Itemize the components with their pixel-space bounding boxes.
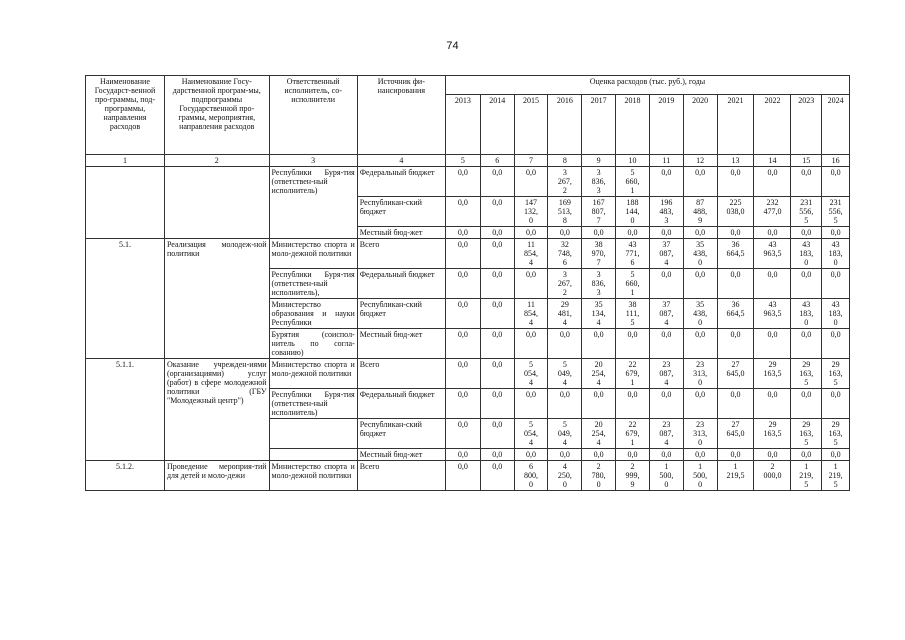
amount-cell: 0,0 xyxy=(754,389,791,419)
column-number: 6 xyxy=(480,155,514,167)
header-program-detail: Наименование Госу-дарственной програм-мы, подпрограммы Государственной про-граммы, мероприятия, направления расходов xyxy=(164,76,269,155)
amount-cell: 0,0 xyxy=(445,359,480,389)
amount-cell: 0,0 xyxy=(480,227,514,239)
amount-cell: 0,0 xyxy=(791,389,822,419)
amount-cell: 0,0 xyxy=(480,299,514,329)
funding-source: Всего xyxy=(357,359,445,389)
amount-cell: 22 679, 1 xyxy=(616,359,650,389)
year-header: 2021 xyxy=(717,95,754,155)
amount-cell: 0,0 xyxy=(791,269,822,299)
amount-cell: 0,0 xyxy=(480,461,514,491)
year-header: 2022 xyxy=(754,95,791,155)
amount-cell: 29 163, 5 xyxy=(791,359,822,389)
amount-cell: 0,0 xyxy=(445,419,480,449)
amount-cell: 0,0 xyxy=(717,389,754,419)
amount-cell: 5 054, 4 xyxy=(514,419,548,449)
item-code: 5.1.2. xyxy=(86,461,165,491)
executor-text: Министерство спорта и моло-дежной политики xyxy=(269,239,357,269)
table-row xyxy=(86,239,850,269)
amount-cell: 87 488, 9 xyxy=(683,197,717,227)
executor-text: Министерство спорта и моло-дежной политики xyxy=(269,359,357,389)
executor-text: Министерство образования и науки Республики xyxy=(269,299,357,329)
amount-cell: 2 999, 9 xyxy=(616,461,650,491)
amount-cell: 0,0 xyxy=(514,227,548,239)
amount-cell: 35 134, 4 xyxy=(582,299,616,329)
amount-cell: 0,0 xyxy=(683,167,717,197)
amount-cell: 3 267, 2 xyxy=(548,167,582,197)
amount-cell: 0,0 xyxy=(445,299,480,329)
header-program: Наименование Государст-венной про-граммы, под-программы, направления расходов xyxy=(86,76,165,155)
amount-cell: 0,0 xyxy=(616,227,650,239)
amount-cell: 0,0 xyxy=(480,419,514,449)
header-funding-source: Источник фи-нансирования xyxy=(357,76,445,155)
funding-source: Республикан-ский бюджет xyxy=(357,299,445,329)
amount-cell: 5 054, 4 xyxy=(514,359,548,389)
amount-cell: 0,0 xyxy=(445,461,480,491)
amount-cell: 43 183, 0 xyxy=(791,239,822,269)
amount-cell: 36 664,5 xyxy=(717,299,754,329)
funding-source: Местный бюд-жет xyxy=(357,449,445,461)
amount-cell: 0,0 xyxy=(480,329,514,359)
funding-source: Федеральный бюджет xyxy=(357,389,445,419)
amount-cell: 0,0 xyxy=(445,389,480,419)
amount-cell: 0,0 xyxy=(445,329,480,359)
amount-cell: 0,0 xyxy=(582,449,616,461)
year-header: 2013 xyxy=(445,95,480,155)
item-code xyxy=(86,167,165,239)
amount-cell: 0,0 xyxy=(480,239,514,269)
amount-cell: 43 963,5 xyxy=(754,239,791,269)
funding-source: Республикан-ский бюджет xyxy=(357,197,445,227)
funding-source: Республикан-ский бюджет xyxy=(357,419,445,449)
amount-cell: 37 087, 4 xyxy=(649,239,683,269)
amount-cell: 43 771, 6 xyxy=(616,239,650,269)
amount-cell: 43 183, 0 xyxy=(822,299,850,329)
executor-text: Республики Буря-тия (ответствен-ный исполнитель) xyxy=(271,168,355,195)
amount-cell: 147 132, 0 xyxy=(514,197,548,227)
table-row xyxy=(86,167,850,197)
year-header: 2024 xyxy=(822,95,850,155)
year-header: 2023 xyxy=(791,95,822,155)
amount-cell: 0,0 xyxy=(683,269,717,299)
table-body xyxy=(86,167,850,491)
amount-cell: 11 854, 4 xyxy=(514,239,548,269)
amount-cell: 0,0 xyxy=(717,449,754,461)
amount-cell: 0,0 xyxy=(514,167,548,197)
amount-cell: 0,0 xyxy=(616,449,650,461)
year-header: 2019 xyxy=(649,95,683,155)
table-row xyxy=(86,461,850,491)
amount-cell: 6 800, 0 xyxy=(514,461,548,491)
amount-cell: 0,0 xyxy=(717,167,754,197)
amount-cell: 0,0 xyxy=(649,269,683,299)
header-executor: Ответственный исполнитель, со-исполнители xyxy=(269,76,357,155)
table-row xyxy=(86,359,850,389)
amount-cell: 20 254, 4 xyxy=(582,419,616,449)
year-header: 2014 xyxy=(480,95,514,155)
funding-source: Федеральный бюджет xyxy=(357,167,445,197)
amount-cell: 0,0 xyxy=(683,329,717,359)
amount-cell: 0,0 xyxy=(683,389,717,419)
amount-cell: 32 748, 6 xyxy=(548,239,582,269)
amount-cell: 2 780, 0 xyxy=(582,461,616,491)
amount-cell: 35 438, 0 xyxy=(683,299,717,329)
amount-cell: 0,0 xyxy=(683,449,717,461)
year-header: 2018 xyxy=(616,95,650,155)
amount-cell: 0,0 xyxy=(791,227,822,239)
column-number: 5 xyxy=(445,155,480,167)
amount-cell: 5 660, 1 xyxy=(616,269,650,299)
executor-text: Республики Буря-тия (ответствен-ный исполнитель) xyxy=(269,389,357,419)
amount-cell: 0,0 xyxy=(582,389,616,419)
amount-cell: 0,0 xyxy=(822,449,850,461)
amount-cell: 11 854, 4 xyxy=(514,299,548,329)
amount-cell: 1 219, 5 xyxy=(791,461,822,491)
item-name: Оказание учрежден-иями (организациями) услуг (работ) в сфере молодежной политики (ГБУ "Молодежный центр") xyxy=(164,359,269,461)
amount-cell: 0,0 xyxy=(754,167,791,197)
header-estimate: Оценка расходов (тыс. руб.), годы xyxy=(445,76,849,95)
amount-cell: 0,0 xyxy=(480,167,514,197)
amount-cell: 0,0 xyxy=(791,329,822,359)
amount-cell: 43 183, 0 xyxy=(791,299,822,329)
amount-cell: 5 049, 4 xyxy=(548,359,582,389)
amount-cell: 0,0 xyxy=(822,389,850,419)
column-number: 8 xyxy=(548,155,582,167)
column-number: 7 xyxy=(514,155,548,167)
amount-cell: 0,0 xyxy=(649,389,683,419)
funding-source: Местный бюд-жет xyxy=(357,329,445,359)
amount-cell: 43 183, 0 xyxy=(822,239,850,269)
amount-cell: 3 836, 3 xyxy=(582,269,616,299)
amount-cell: 0,0 xyxy=(548,227,582,239)
amount-cell: 29 163, 5 xyxy=(822,419,850,449)
column-number: 9 xyxy=(582,155,616,167)
amount-cell: 231 556, 5 xyxy=(791,197,822,227)
amount-cell: 0,0 xyxy=(649,227,683,239)
amount-cell: 0,0 xyxy=(717,227,754,239)
year-header: 2020 xyxy=(683,95,717,155)
item-name: Проведение мероприя-тий для детей и моло-дежи xyxy=(164,461,269,491)
column-number: 11 xyxy=(649,155,683,167)
amount-cell: 27 645,0 xyxy=(717,419,754,449)
amount-cell: 1 500, 0 xyxy=(683,461,717,491)
amount-cell: 0,0 xyxy=(822,269,850,299)
amount-cell: 29 163, 5 xyxy=(822,359,850,389)
year-header: 2016 xyxy=(548,95,582,155)
amount-cell: 29 481, 4 xyxy=(548,299,582,329)
amount-cell: 0,0 xyxy=(480,359,514,389)
amount-cell: 0,0 xyxy=(480,449,514,461)
amount-cell: 35 438, 0 xyxy=(683,239,717,269)
amount-cell: 3 267, 2 xyxy=(548,269,582,299)
column-number: 12 xyxy=(683,155,717,167)
amount-cell: 0,0 xyxy=(616,329,650,359)
amount-cell: 0,0 xyxy=(548,449,582,461)
amount-cell: 0,0 xyxy=(649,167,683,197)
amount-cell: 38 970, 7 xyxy=(582,239,616,269)
amount-cell: 0,0 xyxy=(514,389,548,419)
amount-cell: 23 313, 0 xyxy=(683,359,717,389)
amount-cell: 231 556, 5 xyxy=(822,197,850,227)
amount-cell: 196 483, 3 xyxy=(649,197,683,227)
amount-cell: 188 144, 0 xyxy=(616,197,650,227)
column-number: 10 xyxy=(616,155,650,167)
executor-text: Министерство спорта и моло-дежной политики xyxy=(269,461,357,491)
amount-cell: 0,0 xyxy=(548,389,582,419)
column-number: 16 xyxy=(822,155,850,167)
executor-text: Республики Буря-тия (ответствен-ный исполнитель), xyxy=(269,269,357,299)
amount-cell: 1 219,5 xyxy=(717,461,754,491)
amount-cell: 27 645,0 xyxy=(717,359,754,389)
executor-text xyxy=(269,419,357,449)
amount-cell: 29 163, 5 xyxy=(791,419,822,449)
expenditure-table xyxy=(85,75,850,491)
amount-cell: 0,0 xyxy=(582,329,616,359)
amount-cell: 38 111, 5 xyxy=(616,299,650,329)
amount-cell: 0,0 xyxy=(822,227,850,239)
amount-cell: 0,0 xyxy=(514,449,548,461)
column-number: 3 xyxy=(269,155,357,167)
amount-cell: 3 836, 3 xyxy=(582,167,616,197)
column-number: 15 xyxy=(791,155,822,167)
amount-cell: 1 219, 5 xyxy=(822,461,850,491)
item-code: 5.1. xyxy=(86,239,165,359)
column-number: 4 xyxy=(357,155,445,167)
amount-cell: 0,0 xyxy=(582,227,616,239)
amount-cell: 0,0 xyxy=(649,449,683,461)
amount-cell: 5 049, 4 xyxy=(548,419,582,449)
amount-cell: 232 477,0 xyxy=(754,197,791,227)
amount-cell: 0,0 xyxy=(717,329,754,359)
amount-cell: 37 087, 4 xyxy=(649,299,683,329)
amount-cell: 4 250, 0 xyxy=(548,461,582,491)
amount-cell: 0,0 xyxy=(683,227,717,239)
amount-cell: 0,0 xyxy=(514,329,548,359)
amount-cell: 0,0 xyxy=(445,269,480,299)
amount-cell: 0,0 xyxy=(717,269,754,299)
amount-cell: 0,0 xyxy=(754,449,791,461)
amount-cell: 22 679, 1 xyxy=(616,419,650,449)
amount-cell: 0,0 xyxy=(791,167,822,197)
column-numbers-row xyxy=(86,155,850,167)
amount-cell: 29 163,5 xyxy=(754,419,791,449)
amount-cell: 0,0 xyxy=(548,329,582,359)
amount-cell: 0,0 xyxy=(514,269,548,299)
year-header: 2017 xyxy=(582,95,616,155)
amount-cell: 23 313, 0 xyxy=(683,419,717,449)
amount-cell: 0,0 xyxy=(754,269,791,299)
column-number: 1 xyxy=(86,155,165,167)
column-number: 2 xyxy=(164,155,269,167)
year-header: 2015 xyxy=(514,95,548,155)
funding-source: Всего xyxy=(357,239,445,269)
amount-cell: 1 500, 0 xyxy=(649,461,683,491)
executor-cell xyxy=(269,167,357,239)
amount-cell: 23 087, 4 xyxy=(649,419,683,449)
header-row xyxy=(86,76,850,95)
amount-cell: 0,0 xyxy=(649,329,683,359)
amount-cell: 0,0 xyxy=(445,449,480,461)
amount-cell: 0,0 xyxy=(616,389,650,419)
column-number: 14 xyxy=(754,155,791,167)
amount-cell: 0,0 xyxy=(822,167,850,197)
amount-cell: 2 000,0 xyxy=(754,461,791,491)
amount-cell: 0,0 xyxy=(445,167,480,197)
funding-source: Федеральный бюджет xyxy=(357,269,445,299)
amount-cell: 0,0 xyxy=(822,329,850,359)
item-code: 5.1.1. xyxy=(86,359,165,461)
executor-text: Бурятия (соиспол-нитель по согла-сованию) xyxy=(269,329,357,359)
amount-cell: 20 254, 4 xyxy=(582,359,616,389)
amount-cell: 225 038,0 xyxy=(717,197,754,227)
funding-source: Местный бюд-жет xyxy=(357,227,445,239)
amount-cell: 0,0 xyxy=(480,269,514,299)
item-name xyxy=(164,167,269,239)
amount-cell: 0,0 xyxy=(480,389,514,419)
amount-cell: 0,0 xyxy=(445,197,480,227)
amount-cell: 29 163,5 xyxy=(754,359,791,389)
amount-cell: 5 660, 1 xyxy=(616,167,650,197)
amount-cell: 169 513, 8 xyxy=(548,197,582,227)
amount-cell: 0,0 xyxy=(445,227,480,239)
amount-cell: 23 087, 4 xyxy=(649,359,683,389)
column-number: 13 xyxy=(717,155,754,167)
page-number: 74 xyxy=(446,40,459,52)
amount-cell: 36 664,5 xyxy=(717,239,754,269)
amount-cell: 167 807, 7 xyxy=(582,197,616,227)
amount-cell: 0,0 xyxy=(791,449,822,461)
amount-cell: 0,0 xyxy=(754,227,791,239)
amount-cell: 43 963,5 xyxy=(754,299,791,329)
amount-cell: 0,0 xyxy=(480,197,514,227)
amount-cell: 0,0 xyxy=(754,329,791,359)
funding-source: Всего xyxy=(357,461,445,491)
executor-text xyxy=(269,449,357,461)
item-name: Реализация молодеж-ной политики xyxy=(164,239,269,359)
amount-cell: 0,0 xyxy=(445,239,480,269)
